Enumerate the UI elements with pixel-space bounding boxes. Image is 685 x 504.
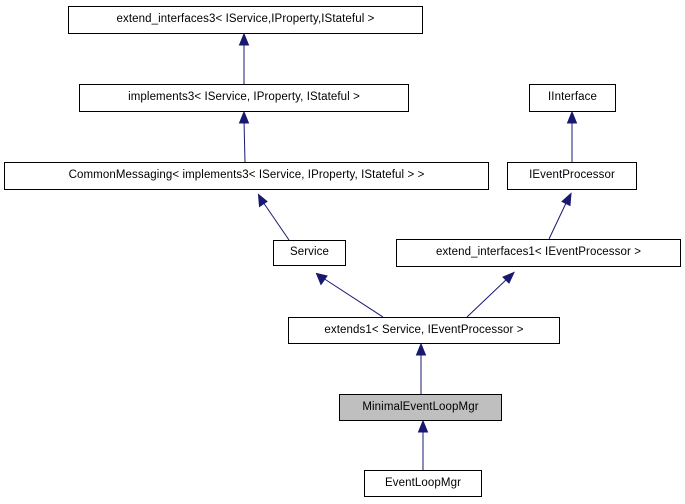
class-node-extend-interfaces1[interactable] — [396, 239, 681, 267]
class-node-iinterface[interactable] — [529, 84, 616, 112]
edge-ieventprocessor-to-iinterface — [568, 112, 577, 162]
class-node-label: CommonMessaging< implements3< IService, IProperty, IStateful > > — [68, 169, 425, 182]
class-node-implements3[interactable] — [79, 84, 409, 112]
class-node-commonmessaging[interactable] — [4, 162, 489, 190]
edge-service-to-commonmessaging — [259, 195, 290, 241]
edge-minimaleventloopmgr-to-extends1 — [417, 344, 426, 394]
class-node-label: IEventProcessor — [529, 169, 615, 182]
class-node-extends1[interactable] — [288, 317, 560, 344]
class-node-label: extends1< Service, IEventProcessor > — [324, 323, 524, 336]
class-node-eventloopmgr[interactable] — [364, 470, 482, 497]
class-node-label: extend_interfaces3< IService,IProperty,IStateful > — [116, 13, 375, 26]
class-node-label: IInterface — [548, 91, 597, 104]
edge-commonmessaging-to-implements3 — [240, 112, 249, 162]
class-node-service[interactable] — [273, 240, 346, 266]
class-node-minimaleventloopmgr[interactable] — [339, 394, 502, 421]
class-node-label: MinimalEventLoopMgr — [362, 400, 479, 413]
edge-extends1-to-service — [317, 274, 384, 318]
class-node-label: EventLoopMgr — [385, 476, 461, 489]
class-node-extend-interfaces3[interactable] — [68, 6, 423, 34]
edge-extends1-to-extend_interfaces1 — [467, 273, 514, 318]
edge-extend_interfaces1-to-ieventprocessor — [549, 194, 571, 240]
class-node-label: extend_interfaces1< IEventProcessor > — [435, 246, 642, 259]
class-node-label: Service — [289, 246, 330, 259]
edge-eventloopmgr-to-minimaleventloopmgr — [419, 421, 428, 470]
class-node-ieventprocessor[interactable] — [507, 162, 637, 190]
edge-implements3-to-extend_interfaces3 — [240, 34, 249, 84]
class-node-label: implements3< IService, IProperty, IStateful > — [128, 91, 360, 104]
